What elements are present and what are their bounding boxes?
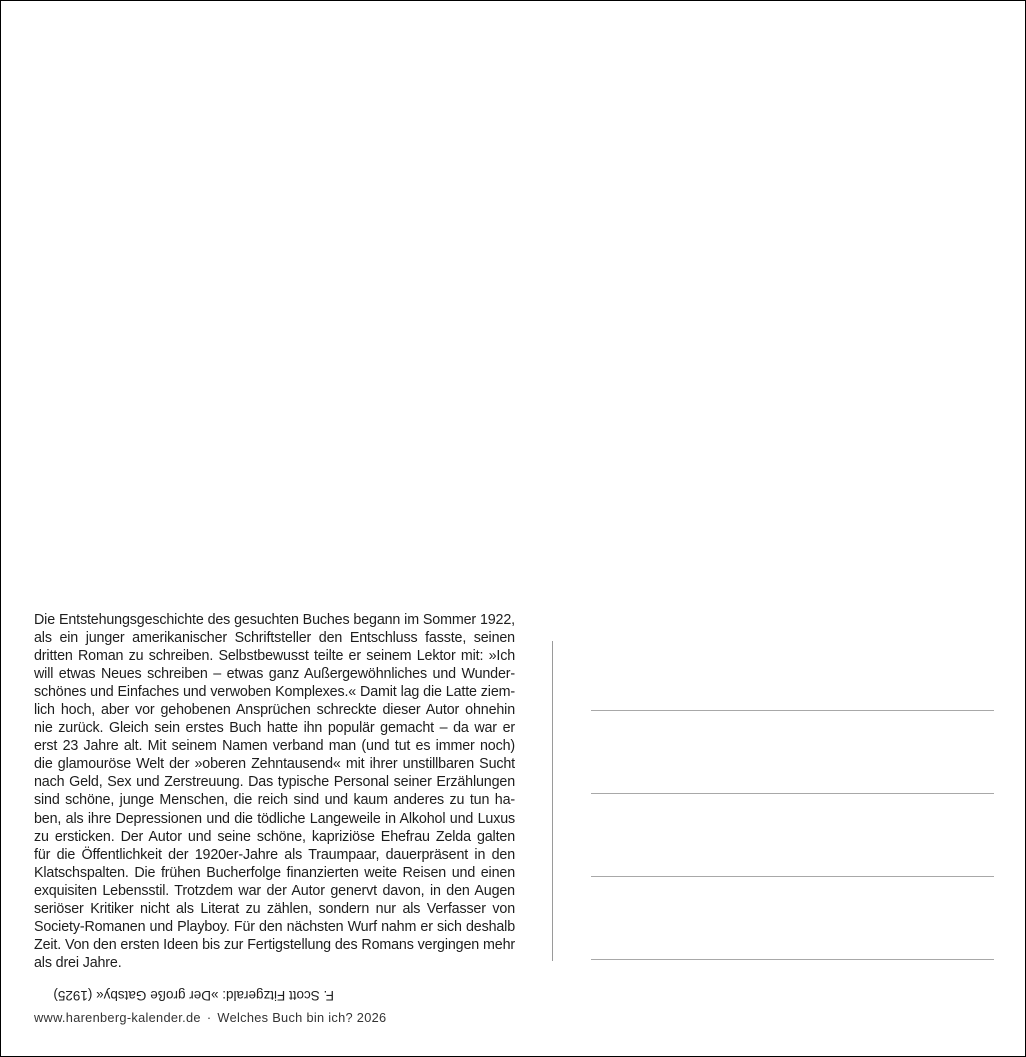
vertical-divider [552, 641, 553, 961]
story-line: als drei Jahre. [34, 954, 122, 971]
story-line: erst 23 Jahre alt. Mit seinem Namen verband man (und tut es immer noch) [34, 738, 515, 755]
story-line: sind schöne, junge Menschen, die reich sind und kaum anderes zu tun ha- [34, 792, 515, 809]
story-line: dritten Roman zu schreiben. Selbstbewusst teilte er seinem Lektor mit: »Ich [34, 648, 515, 665]
footer-title: Welches Buch bin ich? 2026 [217, 1010, 387, 1025]
footer-separator: · [206, 1010, 212, 1025]
story-line: nie zurück. Gleich sein erstes Buch hatte ihn populär gemacht – da war er [34, 720, 515, 737]
story-line: als ein junger amerikanischer Schriftsteller den Entschluss fasste, seinen [34, 630, 515, 647]
story-line: Zeit. Von den ersten Ideen bis zur Fertigstellung des Romans vergingen mehr [34, 936, 515, 953]
story-line: lich hoch, aber vor gehobenen Ansprüchen schreckte dieser Autor ohnehin [34, 702, 515, 719]
writing-line [591, 959, 994, 960]
writing-line [591, 793, 994, 794]
story-line: seriöser Kritiker nicht als Literat zu zählen, sondern nur als Verfasser von [34, 900, 515, 917]
story-line: Die Entstehungsgeschichte des gesuchten Buches begann im Sommer 1922, [34, 612, 515, 628]
story-line: nach Geld, Sex und Zerstreuung. Das typische Personal seiner Erzählungen [34, 774, 515, 791]
story-line: zu ersticken. Der Autor und seine schöne, kapriziöse Ehefrau Zelda galten [34, 828, 515, 845]
footer [34, 1009, 386, 1027]
story-line: die glamouröse Welt der »oberen Zehntausend« mit ihrer unstillbaren Sucht [34, 756, 515, 773]
writing-line [591, 876, 994, 877]
story-line: schönes und Einfaches und verwoben Komplexes.« Damit lag die Latte ziem- [34, 684, 515, 701]
story-line: will etwas Neues schreiben – etwas ganz Außergewöhnliches und Wunder- [34, 666, 515, 683]
story-line: ben, als ihre Depressionen und die tödliche Langeweile in Alkohol und Luxus [34, 810, 515, 827]
writing-line [591, 710, 994, 711]
story-line: Society-Romanen und Playboy. Für den nächsten Wurf nahm er sich deshalb [34, 918, 515, 935]
upside-down-answer: F. Scott Fitzgerald: »Der große Gatsby« (1925) [53, 988, 334, 1003]
footer-website: www.harenberg-kalender.de [34, 1010, 201, 1025]
story-line: exquisiten Lebensstil. Trotzdem war der Autor genervt davon, in den Augen [34, 882, 515, 899]
story-line: Klatschspalten. Die frühen Bucherfolge finanzierten weite Reisen und einen [34, 864, 515, 881]
story-text [34, 611, 515, 972]
story-line: für die Öffentlichkeit der 1920er-Jahre als Traumpaar, dauerpräsent in den [34, 846, 515, 863]
